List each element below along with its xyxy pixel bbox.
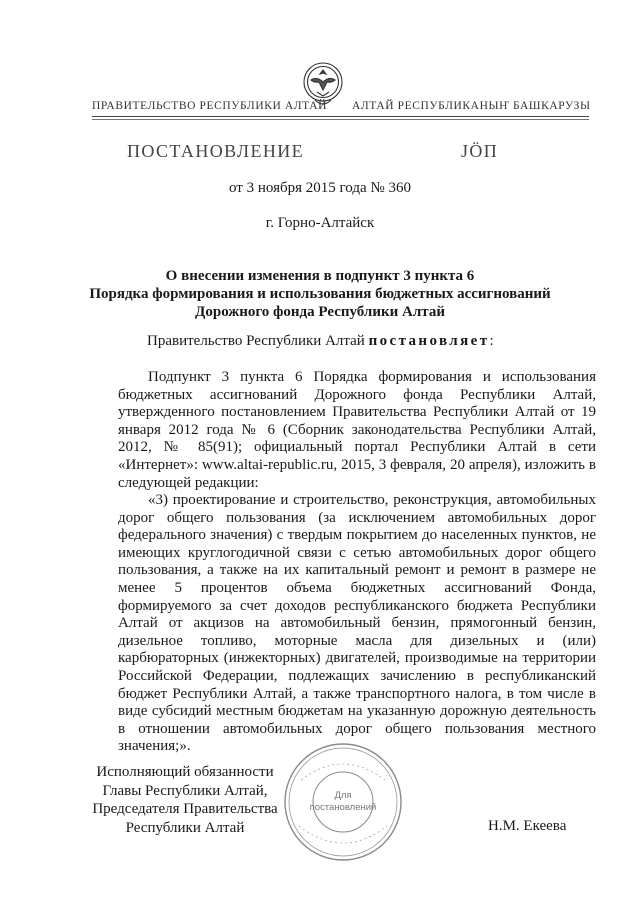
doc-type-alt: JÖП: [461, 141, 499, 161]
doc-city: г. Горно-Алтайск: [265, 215, 375, 231]
signature-position-line: Исполняющий обязанности: [96, 764, 274, 780]
official-stamp: [281, 740, 405, 864]
doc-title-line: О внесении изменения в подпункт 3 пункта 6: [165, 268, 475, 284]
doc-date-number: от 3 ноября 2015 года № 360: [229, 180, 411, 196]
intro-decree: постановляет: [368, 333, 490, 349]
signature-position-line: Председателя Правительства: [92, 801, 278, 817]
header-divider-thin: [92, 119, 589, 120]
stamp-line-1: Для: [334, 790, 352, 801]
doc-type-ru: ПОСТАНОВЛЕНИЕ: [127, 141, 305, 161]
signature-position: [90, 763, 280, 837]
intro-prefix: Правительство Республики Алтай: [147, 333, 369, 349]
intro-suffix: :: [489, 333, 494, 349]
signer-name: Н.М. Екеева: [488, 818, 567, 834]
doc-title-line: Дорожного фонда Республики Алтай: [195, 304, 445, 320]
doc-title-line: Порядка формирования и использования бюджетных ассигнований: [89, 286, 551, 302]
header-divider: [92, 116, 589, 117]
stamp-line-2: постановлений: [309, 802, 377, 813]
paragraph-1: Подпункт 3 пункта 6 Порядка формирования и использования бюджетных ассигнований Дорожного фонда Республики Алтай, утвержденного постановлением Правительства Республики Алтай от 19 января 2012 года № 6 (Сборник законодательства Республики Алтай, 2012, № 85(91); официальный портал Республики Алтай в сети «Интернет»: www.altai-republic.ru, 2015, 3 февраля, 20 апреля), изложить в следующей редакции:: [118, 369, 596, 491]
doc-title: [0, 267, 640, 321]
signature-position-line: Главы Республики Алтай,: [102, 782, 268, 799]
signature-position-line: Республики Алтай: [125, 819, 245, 836]
intro-line: [147, 333, 597, 351]
header-org-alt: АЛТАЙ РЕСПУБЛИКАНЫҤ БАШКАРУЗЫ: [352, 100, 591, 112]
paragraph-2: «3) проектирование и строительство, реконструкция, автомобильных дорог общего пользования (за исключением автомобильных дорог федерального значения) с твердым покрытием до населенных пунктов, не имеющих круглогодичной связи с сетью автомобильных дорог общего пользования, а также на их капитальный ремонт и ремонт в размере не менее 5 процентов объема бюджетных ассигнований Фонда, формируемого за счет доходов республиканского бюджета Республики Алтай от акцизов на автомобильный бензин, прямогонный бензин, дизельное топливо, моторные масла для дизельных и (или) карбюраторных (инжекторных) двигателей, производимые на территории Российской Федерации, подлежащих зачислению в республиканский бюджет Республики Алтай, а также транспортного налога, в том числе в виде субсидий местным бюджетам на указанную дорожную деятельность в отношении автомобильных дорог общего пользования местного значения;».: [118, 492, 596, 755]
header-org-ru: ПРАВИТЕЛЬСТВО РЕСПУБЛИКИ АЛТАЙ: [92, 100, 328, 112]
